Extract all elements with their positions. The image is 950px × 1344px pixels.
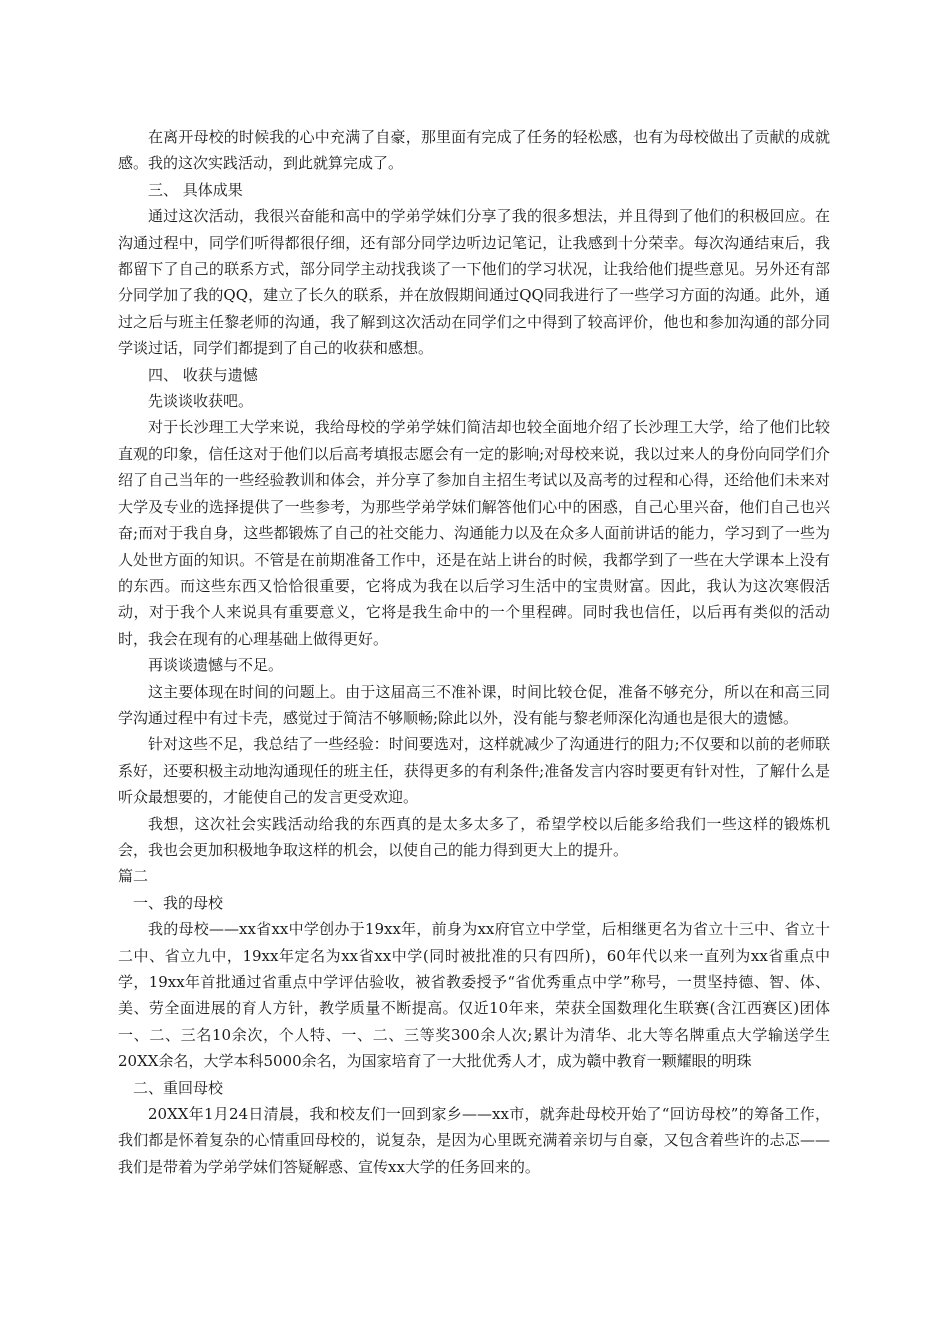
section-heading: 二、重回母校 bbox=[133, 1078, 224, 1097]
part-title: 篇二 bbox=[118, 867, 149, 886]
paragraph: 这主要体现在时间的问题上。由于这届高三不准补课，时间比较仓促，准备不够充分，所以在和高三同学沟通过程中有过卡壳，感觉过于简洁不够顺畅;除此以外，没有能与黎老师深化沟通也是很大的遗憾。 bbox=[118, 682, 830, 727]
paragraph: 我想，这次社会实践活动给我的东西真的是太多太多了，希望学校以后能多给我们一些这样的锻炼机会，我也会更加积极地争取这样的机会，以使自己的能力得到更大上的提升。 bbox=[118, 814, 830, 859]
section-heading: 四、 收获与遗憾 bbox=[148, 365, 258, 384]
paragraph: 在离开母校的时候我的心中充满了自豪，那里面有完成了任务的轻松感，也有为母校做出了贡献的成就感。我的这次实践活动，到此就算完成了。 bbox=[118, 128, 830, 173]
paragraph: 我的母校——xx省xx中学创办于19xx年，前身为xx府官立中学堂，后相继更名为省立十三中、省立十二中、省立九中，19xx年定名为xx省xx中学(同时被批准的只有四所)，60年代以来一直列为xx省重点中学，19xx年首批通过省重点中学评估验收，被省教委授予“省优秀重点中学”称号，一贯坚持德、智、体、美、劳全面进展的育人方针，教学质量不断提高。仅近10年来，荣获全国数理化生联赛(含江西赛区)团体一、二、三名10余次，个人特、一、二、三等奖300余人次;累计为清华、北大等名牌重点大学输送学生20XX余名，大学本科5000余名，为国家培育了一大批优秀人才，成为赣中教育一颗耀眼的明珠 bbox=[118, 920, 830, 1071]
section-heading: 三、 具体成果 bbox=[148, 180, 243, 199]
paragraph: 通过这次活动，我很兴奋能和高中的学弟学妹们分享了我的很多想法，并且得到了他们的积极回应。在沟通过程中，同学们听得都很仔细，还有部分同学边听边记笔记，让我感到十分荣幸。每次沟通结束后，我都留下了自己的联系方式，部分同学主动找我谈了一下他们的学习状况，让我给他们提些意见。另外还有部分同学加了我的QQ，建立了长久的联系，并在放假期间通过QQ同我进行了一些学习方面的沟通。此外，通过之后与班主任黎老师的沟通，我了解到这次活动在同学们之中得到了较高评价，他也和参加沟通的部分同学谈过话，同学们都提到了自己的收获和感想。 bbox=[118, 207, 830, 358]
section-heading: 一、我的母校 bbox=[133, 893, 224, 912]
sub-heading: 再谈谈遗憾与不足。 bbox=[148, 656, 284, 675]
sub-heading: 先谈谈收获吧。 bbox=[148, 392, 254, 411]
paragraph: 20XX年1月24日清晨，我和校友们一回到家乡——xx市，就奔赴母校开始了“回访母校”的筹备工作，我们都是怀着复杂的心情重回母校的，说复杂，是因为心里既充满着亲切与自豪，又包含着些许的忐忑——我们是带着为学弟学妹们答疑解惑、宣传xx大学的任务回来的。 bbox=[118, 1105, 830, 1176]
document-page bbox=[118, 124, 830, 1180]
paragraph: 针对这些不足，我总结了一些经验：时间要选对，这样就减少了沟通进行的阻力;不仅要和以前的老师联系好，还要积极主动地沟通现任的班主任，获得更多的有利条件;准备发言内容时要更有针对性，了解什么是听众最想要的，才能使自己的发言更受欢迎。 bbox=[118, 735, 830, 807]
paragraph: 对于长沙理工大学来说，我给母校的学弟学妹们简洁却也较全面地介绍了长沙理工大学，给了他们比较直观的印象，信任这对于他们以后高考填报志愿会有一定的影响;对母校来说，我以过来人的身份向同学们介绍了自己当年的一些经验教训和体会，并分享了参加自主招生考试以及高考的过程和心得，还给他们未来对大学及专业的选择提供了一些参考，为那些学弟学妹们解答他们心中的困惑，自己心里兴奋，他们自己也兴奋;而对于我自身，这些都锻炼了自己的社交能力、沟通能力以及在众多人面前讲话的能力，学习到了一些为人处世方面的知识。不管是在前期准备工作中，还是在站上讲台的时候，我都学到了一些在大学课本上没有的东西。而这些东西又恰恰很重要，它将成为我在以后学习生活中的宝贵财富。因此，我认为这次寒假活动，对于我个人来说具有重要意义，它将是我生命中的一个里程碑。同时我也信任，以后再有类似的活动时，我会在现有的心理基础上做得更好。 bbox=[118, 418, 830, 648]
